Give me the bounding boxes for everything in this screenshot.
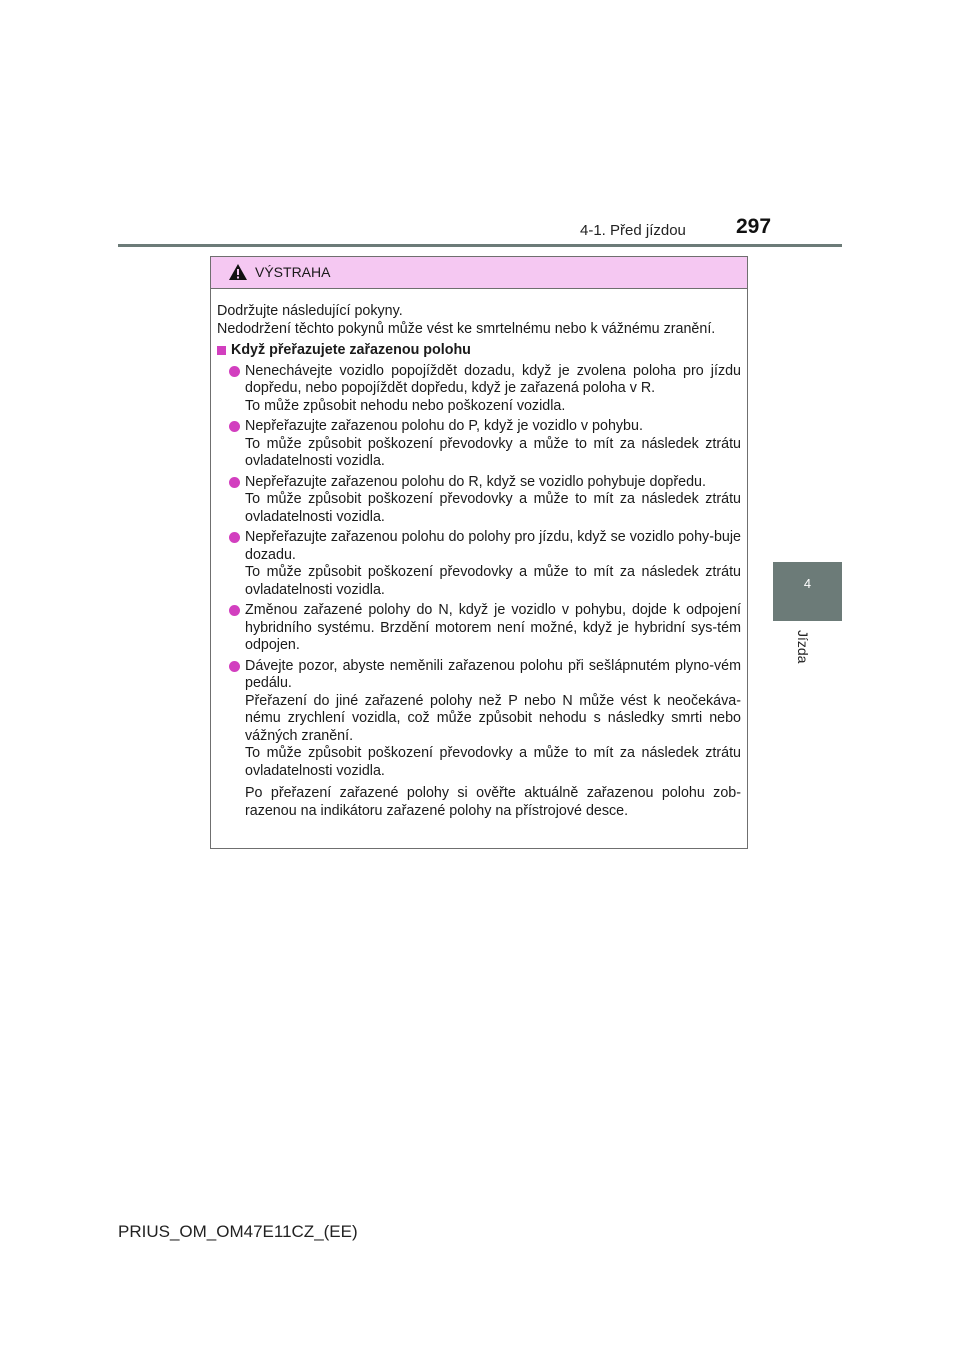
item-line: To může způsobit poškození převodovky a může to mít za následek ztrátu ovladatelnosti vozidla. — [245, 435, 741, 469]
item-line: Nepřeřazujte zařazenou polohu do R, když se vozidlo pohybuje dopředu. — [245, 473, 706, 490]
item-line: Nenechávejte vozidlo popojíždět dozadu, když je zvolena poloha pro jízdu dopředu, nebo popojíždět dopředu, když je zařazená poloha v R. — [245, 362, 741, 396]
item-line: To může způsobit poškození převodovky a může to mít za následek ztrátu ovladatelnosti vozidla. — [245, 745, 741, 779]
warning-list — [217, 363, 741, 821]
item-line: To může způsobit poškození převodovky a může to mít za následek ztrátu ovladatelnosti vozidla. — [245, 564, 741, 598]
bullet-dot-icon — [229, 477, 240, 488]
list-item — [217, 474, 741, 527]
warning-intro — [217, 303, 741, 338]
item-line: Změnou zařazené polohy do N, když je vozidlo v pohybu, dojde k odpojení hybridního systému. Brzdění motorem není možné, když je hybridní sys-tém odpojen. — [245, 602, 741, 653]
intro-line: Dodržujte následující pokyny. — [217, 303, 403, 319]
section-title: 4-1. Před jízdou — [580, 222, 686, 239]
warning-triangle-icon — [228, 263, 248, 281]
item-line: Nepřeřazujte zařazenou polohu do P, když je vozidlo v pohybu. — [245, 418, 643, 434]
warning-header — [211, 257, 747, 289]
chapter-label — [795, 630, 815, 670]
bullet-dot-icon — [229, 532, 240, 543]
chapter-label-text: Jízda — [795, 630, 811, 664]
warning-box — [210, 256, 748, 849]
header-divider — [118, 244, 842, 247]
page-number: 297 — [736, 215, 772, 238]
item-line: To může způsobit poškození převodovky a může to mít za následek ztrátu ovladatelnosti vozidla. — [245, 491, 741, 525]
warning-title: VÝSTRAHA — [255, 264, 331, 280]
document-code: PRIUS_OM_OM47E11CZ_(EE) — [118, 1222, 358, 1241]
section-heading-text: Když přeřazujete zařazenou polohu — [231, 342, 471, 358]
bullet-dot-icon — [229, 661, 240, 672]
item-line: Dávejte pozor, abyste neměnili zařazenou polohu při sešlápnutém plyno-vém pedálu. — [245, 657, 741, 691]
bullet-dot-icon — [229, 366, 240, 377]
bullet-dot-icon — [229, 605, 240, 616]
square-bullet-icon — [217, 346, 226, 355]
item-line: Přeřazení do jiné zařazené polohy než P nebo N může vést k neočekáva-nému zrychlení vozidla, což může způsobit nehodu s následky smrti nebo vážných zranění. — [245, 692, 741, 744]
list-item — [217, 658, 741, 781]
list-item — [217, 602, 741, 655]
chapter-tab — [773, 562, 842, 621]
warning-body — [211, 289, 747, 820]
intro-line: Nedodržení těchto pokynů může vést ke smrtelnému nebo k vážnému zranění. — [217, 320, 716, 337]
chapter-number: 4 — [803, 576, 812, 591]
warning-note: Po přeřazení zařazené polohy si ověřte aktuálně zařazenou polohu zob-razenou na indikátoru zařazené polohy na přístrojové desce. — [245, 785, 741, 819]
item-line: To může způsobit nehodu nebo poškození vozidla. — [245, 397, 566, 414]
bullet-dot-icon — [229, 421, 240, 432]
list-item — [217, 418, 741, 471]
list-item — [217, 529, 741, 599]
section-heading — [217, 342, 741, 360]
list-item — [217, 363, 741, 416]
item-line: Nepřeřazujte zařazenou polohu do polohy pro jízdu, když se vozidlo pohy-buje dozadu. — [245, 529, 741, 563]
